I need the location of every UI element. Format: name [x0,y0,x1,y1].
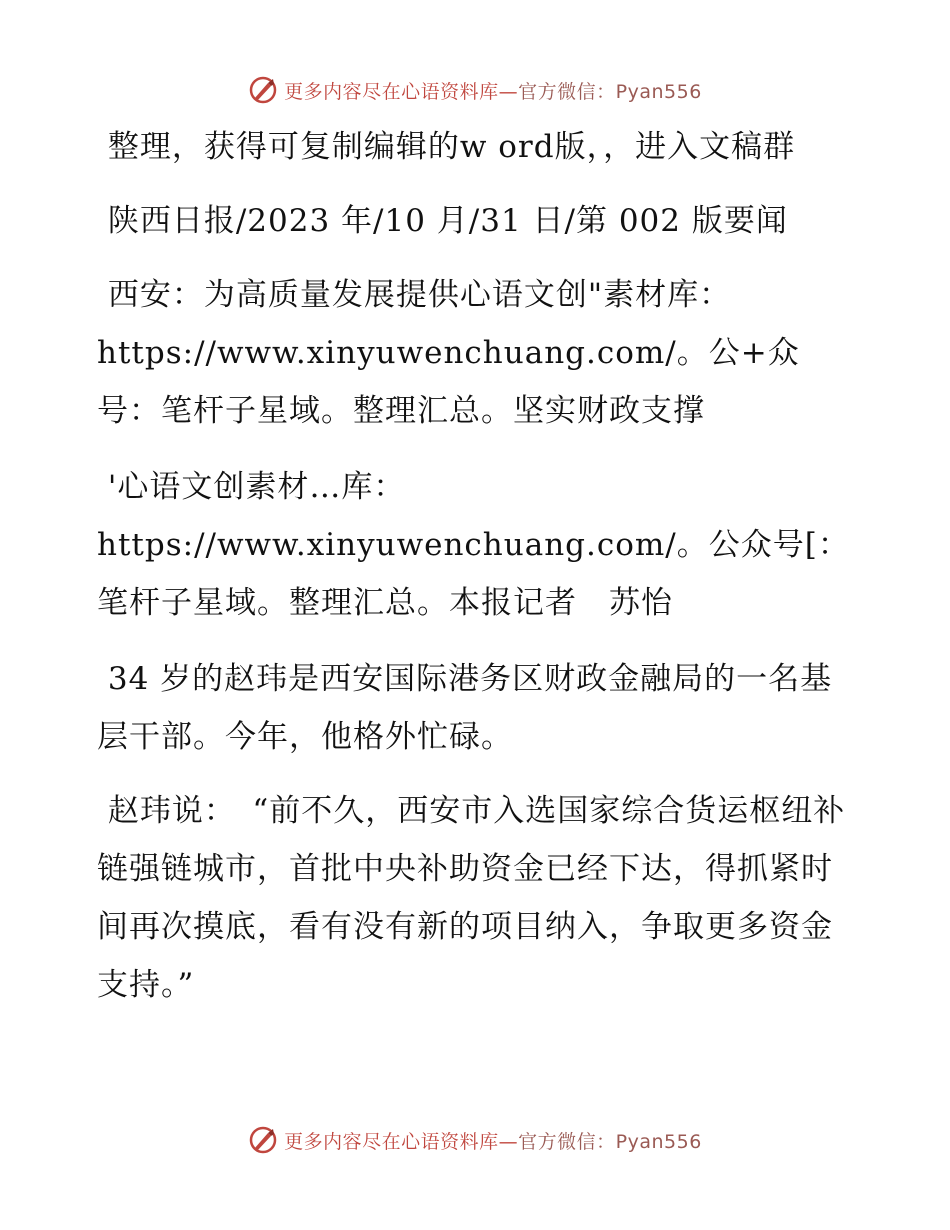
paragraph-headline: 西安：为高质量发展提供心语文创"素材库：https://www.xinyuwenchuang.com/。公+众号：笔杆子星域。整理汇总。坚实财政支撑 [97,277,800,429]
document-body [97,118,857,1014]
paragraph-intro: 整理，获得可复制编辑的w ord版，，进入文稿群 [97,129,796,165]
header-watermark-text: 更多内容尽在心语资料库—官方微信：Pyan556 [284,80,702,103]
paragraph-body-2: 赵玮说： “前不久，西安市入选国家综合货运枢纽补链强链城市，首批中央补助资金已经下达，得抓紧时间再次摸底，看有没有新的项目纳入，争取更多资金支持。” [97,793,846,1003]
paragraph-byline: '心语文创素材…库：https://www.xinyuwenchuang.com/。公众号[：笔杆子星域。整理汇总。本报记者 苏怡 [97,469,850,621]
footer-watermark-banner [0,1120,950,1160]
footer-watermark-text: 更多内容尽在心语资料库—官方微信：Pyan556 [284,1130,702,1153]
header-watermark-banner [0,70,950,110]
paragraph-source-line: 陕西日报/2023 年/10 月/31 日/第 002 版要闻 [97,203,788,239]
paragraph-body-1: 34 岁的赵玮是西安国际港务区财政金融局的一名基层干部。今年，他格外忙碌。 [97,661,833,755]
quill-logo-icon [248,75,278,105]
quill-logo-icon [248,1125,278,1155]
